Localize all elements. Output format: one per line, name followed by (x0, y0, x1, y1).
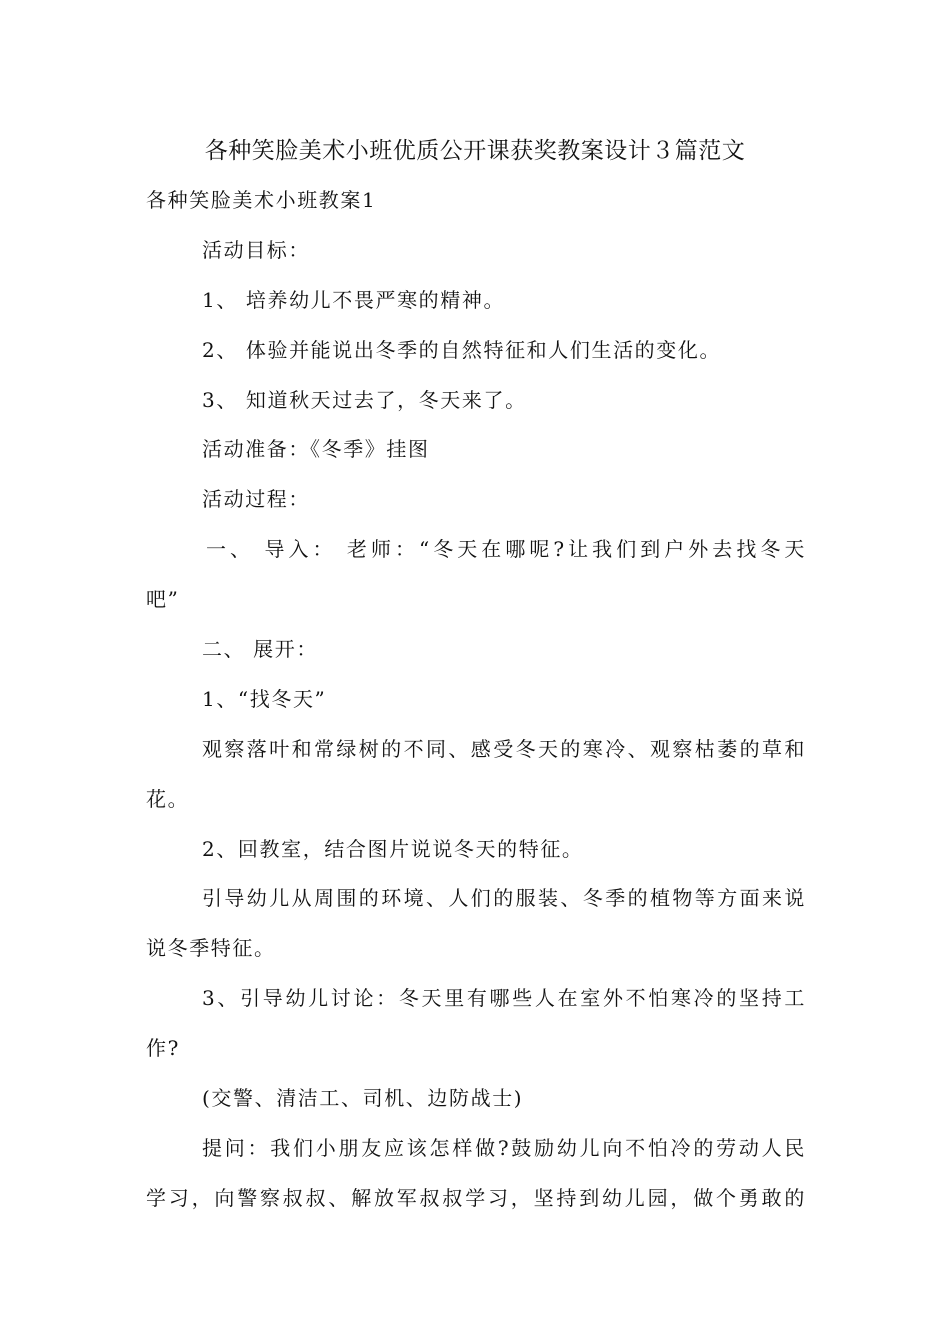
paragraph-line: 2、回教室，结合图片说说冬天的特征。 (202, 837, 584, 861)
paragraph-line: 说冬季特征。 (146, 936, 276, 960)
paragraph-line: 二、 展开： (202, 637, 318, 661)
paragraph-line: 3、引导幼儿讨论：冬天里有哪些人在室外不怕寒冷的坚持工 (202, 986, 806, 1010)
paragraph-line: 引导幼儿从周围的环境、人们的服装、冬季的植物等方面来说 (202, 886, 806, 910)
paragraph-line: 2、 体验并能说出冬季的自然特征和人们生活的变化。 (202, 338, 722, 362)
paragraph-line: 花。 (146, 787, 190, 811)
paragraph-line: 活动过程： (202, 487, 310, 511)
paragraph-line: 作? (146, 1036, 180, 1060)
paragraph-line: (交警、清洁工、司机、边防战士) (202, 1086, 524, 1110)
paragraph-line: 1、“找冬天” (202, 687, 327, 711)
paragraph-line: 吧” (146, 587, 180, 611)
paragraph-line: 3、 知道秋天过去了，冬天来了。 (202, 388, 527, 412)
paragraph-line: 提问：我们小朋友应该怎样做?鼓励幼儿向不怕冷的劳动人民 (202, 1136, 806, 1160)
paragraph-line: 观察落叶和常绿树的不同、感受冬天的寒冷、观察枯萎的草和 (202, 737, 806, 761)
paragraph-line: 一、 导入： 老师：“冬天在哪呢?让我们到户外去找冬天 (206, 537, 806, 561)
paragraph-line: 1、 培养幼儿不畏严寒的精神。 (202, 288, 506, 312)
paragraph-line: 活动目标： (202, 238, 310, 262)
document-title: 各种笑脸美术小班优质公开课获奖教案设计３篇范文 (204, 138, 746, 164)
paragraph-line: 学习，向警察叔叔、解放军叔叔学习，坚持到幼儿园，做个勇敢的 (146, 1186, 806, 1210)
section-heading: 各种笑脸美术小班教案1 (146, 188, 377, 212)
paragraph-line: 活动准备：《冬季》挂图 (202, 437, 430, 461)
